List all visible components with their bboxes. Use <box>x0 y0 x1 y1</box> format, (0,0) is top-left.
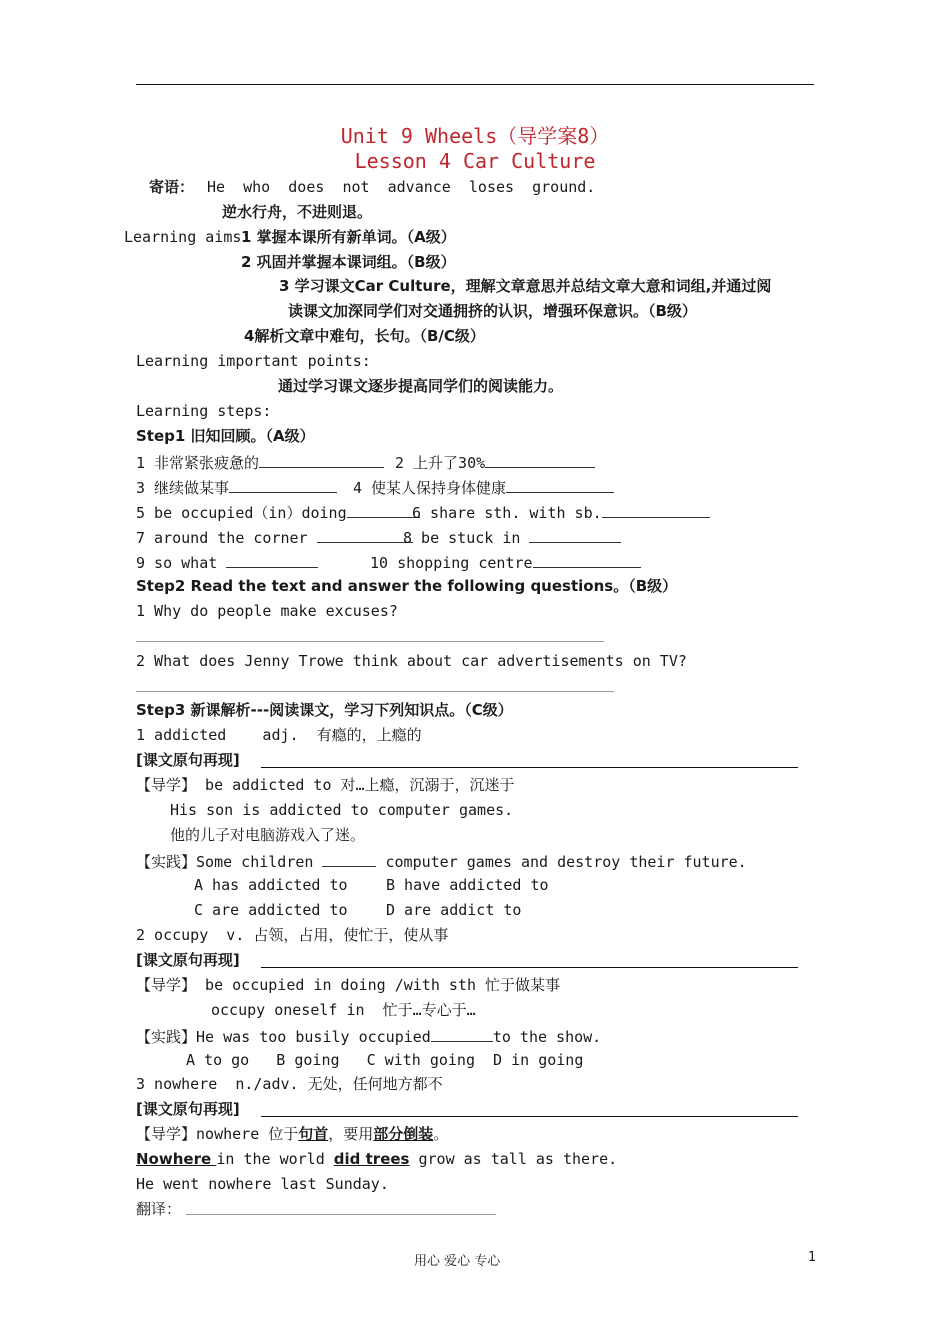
motto-label: 寄语： <box>149 178 195 196</box>
steps-label: Learning steps: <box>136 402 272 420</box>
point-1-word: 1 addicted adj. 有瘾的，上瘾的 <box>136 726 422 744</box>
point-3-word: 3 nowhere n./adv. 无处，任何地方都不 <box>136 1075 443 1093</box>
guide-line: 【导学】 be addicted to 对…上瘾，沉溺于，沉迷于 <box>136 776 515 794</box>
important-text: 通过学习课文逐步提高同学们的阅读能力。 <box>278 377 564 395</box>
translate-label: 翻译： <box>136 1200 182 1218</box>
step1-item: 10 shopping centre <box>370 552 641 572</box>
step2-heading: Step2 Read the text and answer the following questions。（B级） <box>136 577 678 595</box>
aim-2: 2 巩固并掌握本课词组。（B级） <box>241 253 456 271</box>
guide-line: 【导学】nowhere 位于句首，要用部分倒装。 <box>136 1125 449 1143</box>
step1-item: 8 be stuck in <box>403 527 621 547</box>
guide-label: 【导学】 <box>136 1125 197 1143</box>
reappear-label: [课文原句再现] <box>136 1100 240 1118</box>
answer-line[interactable] <box>186 1214 496 1215</box>
example-chinese: 他的儿子对电脑游戏入了迷。 <box>170 826 366 844</box>
answer-line[interactable] <box>136 641 604 642</box>
practice-line: 【实践】He was too busily occupied to the show. <box>136 1028 602 1046</box>
answer-line[interactable] <box>261 967 798 968</box>
aim-3-line2: 读课文加深同学们对交通拥挤的认识，增强环保意识。（B级） <box>288 302 697 320</box>
example-english: His son is addicted to computer games. <box>170 801 514 819</box>
practice-label: 【实践】 <box>136 1028 197 1046</box>
answer-blank[interactable] <box>347 502 420 518</box>
answer-line[interactable] <box>261 767 798 768</box>
page-title: Unit 9 Wheels（导学案8） <box>340 124 610 148</box>
aim-4: 4解析文章中难句，长句。（B/C级） <box>244 327 485 345</box>
answer-line[interactable] <box>261 1116 798 1117</box>
step1-item: 1 非常紧张疲惫的 <box>136 452 384 472</box>
answer-blank[interactable] <box>529 527 621 543</box>
example-sentence: Nowhere in the world did trees grow as tall as there. <box>136 1150 618 1168</box>
step1-heading: Step1 旧知回顾。（A级） <box>136 427 315 445</box>
options-line: A to go B going C with going D in going <box>186 1051 584 1069</box>
step1-item: 2 上升了30% <box>395 452 595 472</box>
step1-item: 5 be occupied（in）doing <box>136 502 420 522</box>
header-rule <box>136 84 814 85</box>
guide-label: 【导学】 <box>136 776 197 794</box>
answer-blank[interactable] <box>431 1026 493 1042</box>
aim-1: 1 掌握本课所有新单词。（A级） <box>241 228 456 246</box>
reappear-label: [课文原句再现] <box>136 751 240 769</box>
option-a[interactable]: A has addicted to <box>194 876 348 894</box>
step1-item: 9 so what <box>136 552 318 572</box>
practice-label: 【实践】 <box>136 853 197 871</box>
aims-label: Learning aims: <box>124 228 251 246</box>
answer-blank[interactable] <box>485 452 595 468</box>
option-b[interactable]: B have addicted to <box>386 876 549 894</box>
page-number: 1 <box>808 1250 817 1265</box>
reappear-label: [课文原句再现] <box>136 951 240 969</box>
answer-blank[interactable] <box>259 452 384 468</box>
answer-blank[interactable] <box>317 527 413 543</box>
step1-item: 7 around the corner <box>136 527 413 547</box>
step3-heading: Step3 新课解析---阅读课文，学习下列知识点。（C级） <box>136 701 513 719</box>
answer-blank[interactable] <box>602 502 710 518</box>
aim-3-line1: 3 学习课文Car Culture，理解文章意思并总结文章大意和词组,并通过阅 <box>279 277 772 295</box>
answer-blank[interactable] <box>229 477 337 493</box>
step1-item: 4 使某人保持身体健康 <box>353 477 614 497</box>
point-2-word: 2 occupy v. 占领，占用，使忙于，使从事 <box>136 926 449 944</box>
guide-label: 【导学】 <box>136 976 197 994</box>
answer-blank[interactable] <box>322 851 376 867</box>
answer-blank[interactable] <box>506 477 614 493</box>
guide-line-2: occupy oneself in 忙于…专心于… <box>211 1001 476 1019</box>
motto-chinese: 逆水行舟，不进则退。 <box>222 203 373 221</box>
step1-item: 3 继续做某事 <box>136 477 337 497</box>
example-sentence-2: He went nowhere last Sunday. <box>136 1175 389 1193</box>
guide-line: 【导学】 be occupied in doing /with sth 忙于做某事 <box>136 976 561 994</box>
step2-question-2: 2 What does Jenny Trowe think about car advertisements on TV? <box>136 652 687 670</box>
option-c[interactable]: C are addicted to <box>194 901 348 919</box>
page-subtitle: Lesson 4 Car Culture <box>354 149 596 173</box>
step2-question-1: 1 Why do people make excuses? <box>136 602 398 620</box>
step1-item: 6 share sth. with sb. <box>412 502 710 522</box>
answer-line[interactable] <box>136 691 614 692</box>
footer-motto: 用心 爱心 专心 <box>414 1254 501 1269</box>
answer-blank[interactable] <box>533 552 641 568</box>
answer-blank[interactable] <box>226 552 318 568</box>
motto-english: He who does not advance loses ground. <box>207 178 596 196</box>
option-d[interactable]: D are addict to <box>386 901 522 919</box>
important-label: Learning important points: <box>136 352 371 370</box>
practice-line: 【实践】Some children computer games and destroy their future. <box>136 853 747 871</box>
